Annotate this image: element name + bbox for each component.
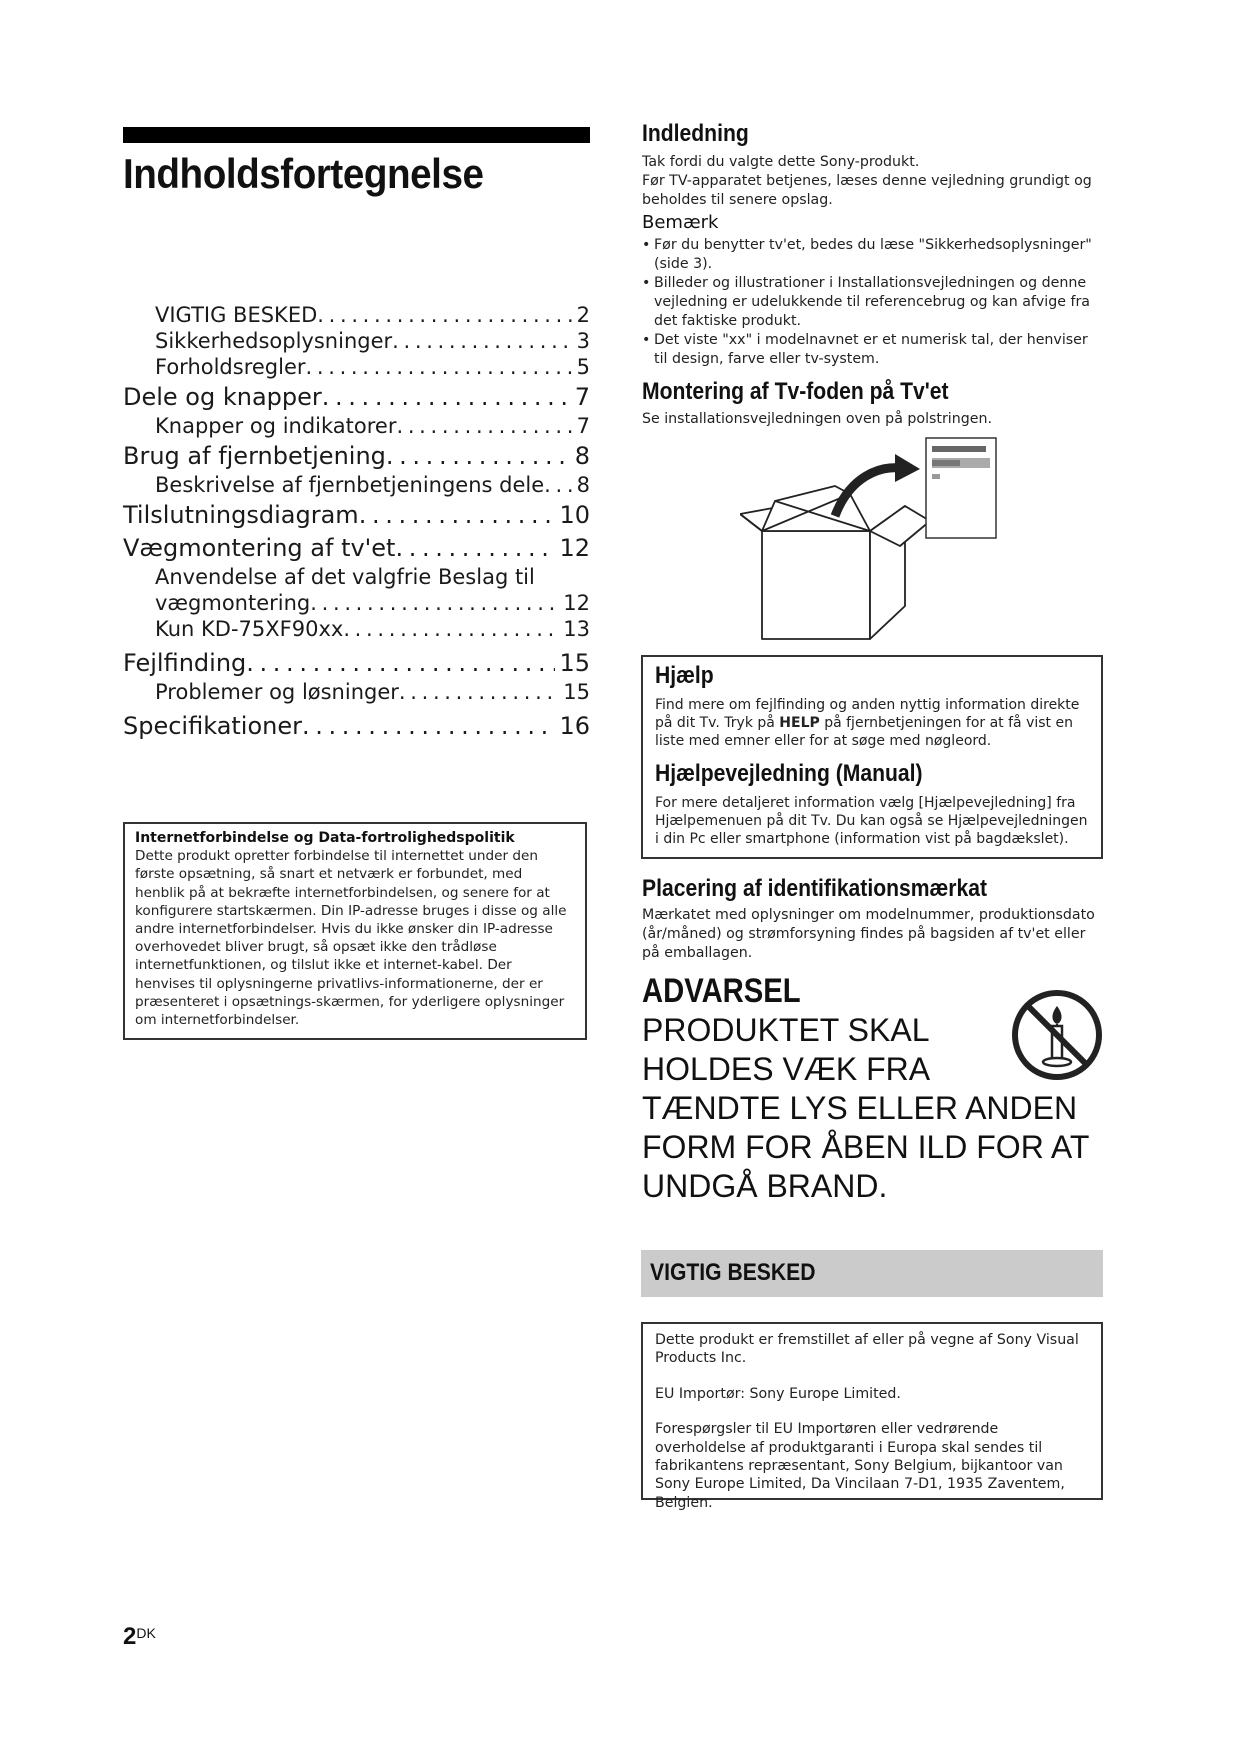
toc-entry-page: 13 [563, 617, 590, 641]
table-of-contents [123, 303, 590, 743]
toc-entry-page: 7 [574, 383, 590, 411]
toc-entry-label: Sikkerhedsoplysninger [155, 329, 393, 353]
toc-entry[interactable] [123, 680, 590, 706]
toc-entry-label: Anvendelse af det valgfrie Beslag til [155, 565, 535, 589]
title-rule [123, 127, 590, 143]
box-and-manual-illustration [740, 436, 1010, 641]
intro-text: Tak fordi du valgte dette Sony-produkt. Før TV-apparatet betjenes, læses denne vejledning grundigt og beholdes til senere opslag. [642, 154, 1092, 208]
toc-entry-page: 8 [576, 473, 590, 497]
help-text: Find mere om fejlfinding og anden nyttig information direkte på dit Tv. Tryk på HELP på fjernbetjeningen for at få vist en liste med emner eller for at søge med nøgleord. [655, 697, 1080, 749]
important-notice-p2: EU Importør: Sony Europe Limited. [655, 1385, 901, 1402]
toc-entry-page: 16 [559, 712, 590, 740]
toc-entry-page: 12 [559, 534, 590, 562]
toc-entry-wrapped[interactable] [123, 565, 590, 591]
toc-entry-label: vægmontering [155, 591, 311, 615]
label-placement-text: Mærkatet med oplysninger om modelnummer, produktionsdato (år/måned) og strømforsyning findes på bagsiden af tv'et eller på emballagen. [642, 907, 1095, 961]
toc-entry-page: 12 [563, 591, 590, 615]
toc-entry-label: Tilslutningsdiagram [123, 501, 359, 529]
toc-entry-label: Knapper og indikatorer [155, 414, 397, 438]
list-item: • Før du benytter tv'et, bedes du læse "Sikkerhedsoplysninger" (side 3). [642, 236, 1102, 274]
toc-entry[interactable] [123, 303, 590, 329]
warning-text: PRODUKTET SKAL HOLDES VÆK FRA TÆNDTE LYS ELLER ANDEN FORM FOR ÅBEN ILD FOR AT UNDGÅ BRAND. [642, 1012, 1090, 1204]
manual-text: For mere detaljeret information vælg [Hjælpevejledning] fra Hjælpemenuen på dit Tv. Du kan også se Hjælpevejledningen i din Pc eller smartphone (information vist på bagdækslet). [655, 795, 1088, 847]
page-number: $2^{DK}$ [123, 1623, 156, 1650]
help-box [641, 655, 1103, 859]
privacy-title: Internetforbindelse og Data-fortrolighedspolitik [135, 830, 515, 846]
toc-entry[interactable] [123, 329, 590, 355]
warning-heading: ADVARSEL [642, 972, 801, 1010]
toc-entry[interactable] [123, 534, 590, 565]
page-language: DK [136, 1625, 156, 1641]
toc-entry-label: Forholdsregler [155, 355, 306, 379]
toc-entry-label: Brug af fjernbetjening [123, 442, 386, 470]
toc-entry[interactable] [123, 355, 590, 381]
toc-entry-label: Beskrivelse af fjernbetjeningens dele [155, 473, 545, 497]
toc-entry[interactable] [123, 649, 590, 680]
important-notice-p1: Dette produkt er fremstillet af eller på vegne af Sony Visual Products Inc. [655, 1332, 1079, 1367]
privacy-text: Dette produkt opretter forbindelse til internettet under den første opsætning, så snart et netværk er forbundet, med henblik på at bekræfte internetforbindelsen, og senere for at konfigurere startskærmen. Din IP-adresse bruges i disse og alle andre internetforbindelser. Hvis du ikke ønsker din IP-adresse overhovedet bliver brugt, så opsæt ikke den trådløse internetfunktionen, og tilslut ikke et internet-kabel. Der henvises til oplysningerne privatlivs-informationerne, der er præsenteret i opsætnings-skærmen, for yderligere oplysninger om internetforbindelser. [135, 848, 567, 1029]
intro-heading: Indledning [642, 120, 749, 147]
toc-entry-label: Specifikationer [123, 712, 303, 740]
toc-entry-page: 15 [559, 649, 590, 677]
toc-entry-label: Problemer og løsninger [155, 680, 399, 704]
list-item: • Det viste "xx" i modelnavnet er et numerisk tal, der henviser til design, farve eller tv-system. [642, 331, 1102, 369]
toc-entry-page: 7 [576, 414, 590, 438]
toc-entry-label: Dele og knapper [123, 383, 322, 411]
help-key-label: HELP [779, 715, 820, 731]
important-notice-heading: VIGTIG BESKED [650, 1259, 816, 1286]
help-heading: Hjælp [655, 662, 714, 689]
manual-heading: Hjælpevejledning (Manual) [655, 760, 923, 787]
toc-entry[interactable] [123, 473, 590, 499]
mounting-text: Se installationsvejledningen oven på polstringen. [642, 411, 992, 427]
toc-title: Indholdsfortegnelse [123, 150, 484, 197]
toc-entry[interactable] [123, 712, 590, 743]
toc-entry-label: Vægmontering af tv'et [123, 534, 396, 562]
mounting-heading: Montering af Tv-foden på Tv'et [642, 378, 949, 405]
important-notice-p3: Forespørgsler til EU Importøren eller vedrørende overholdelse af produktgaranti i Europa skal sendes til fabrikantens repræsentant, Sony Belgium, bijkantoor van Sony Europe Limited, Da Vincilaan 7-D1, 1935 Zaventem, Belgien. [655, 1421, 1065, 1511]
toc-entry-page: 3 [576, 329, 590, 353]
toc-entry-page: 8 [574, 442, 590, 470]
toc-entry[interactable] [123, 383, 590, 414]
list-item: • Billeder og illustrationer i Installationsvejledningen og denne vejledning er udelukkende til referencebrug og kan afvige fra det faktiske produkt. [642, 274, 1102, 331]
toc-entry-page: 5 [576, 355, 590, 379]
toc-entry-page: 2 [576, 303, 590, 327]
privacy-notice-box [123, 822, 587, 1040]
toc-entry[interactable] [123, 501, 590, 532]
toc-entry[interactable] [123, 591, 590, 617]
toc-entry-label: Fejlfinding [123, 649, 247, 677]
toc-entry[interactable] [123, 442, 590, 473]
toc-entry-label: Kun KD-75XF90xx [155, 617, 344, 641]
note-list [642, 236, 1102, 369]
note-heading: Bemærk [642, 212, 719, 233]
toc-entry-page: 10 [559, 501, 590, 529]
label-placement-heading: Placering af identifikationsmærkat [642, 875, 988, 902]
toc-entry[interactable] [123, 617, 590, 643]
toc-entry-page: 15 [563, 680, 590, 704]
important-notice-box [641, 1322, 1103, 1511]
no-open-flame-icon [1010, 988, 1104, 1082]
toc-entry-label: VIGTIG BESKED [155, 303, 318, 327]
toc-entry[interactable] [123, 414, 590, 440]
